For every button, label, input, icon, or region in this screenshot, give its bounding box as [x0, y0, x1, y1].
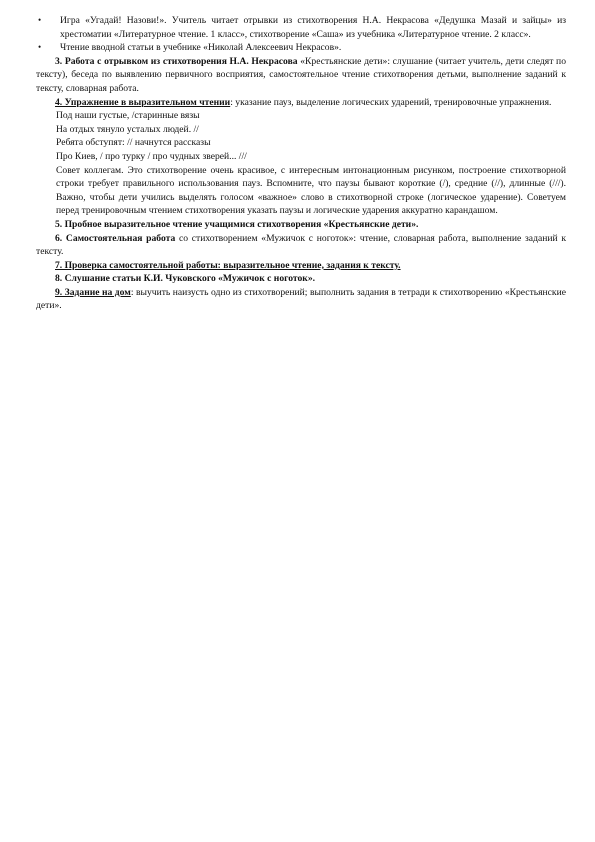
- section-9-heading: 9. Задание на дом: [55, 286, 131, 298]
- bullet-item-game: [36, 14, 566, 41]
- section-4-heading: 4. Упражнение в выразительном чтении: [55, 96, 231, 108]
- section-5-heading: 5. Пробное выразительное чтение учащимися стихотворения «Крестьянские дети».: [55, 218, 419, 230]
- section-7: [36, 259, 566, 273]
- section-3-text: «Крестьянские дети»: слушание (читает учитель, дети следят по тексту), беседа по выявлению первичного восприятия, самостоятельное чтение стихотворения детьми, выполнение заданий к тексту, словарная работа.: [36, 55, 566, 94]
- section-6-heading: 6. Самостоятельная работа: [55, 232, 176, 244]
- poem-line: Ребята обступят: // начнутся рассказы: [56, 137, 211, 149]
- poem-line: На отдых тянуло усталых людей. //: [56, 123, 199, 135]
- section-3: [36, 55, 566, 96]
- poem-excerpt: [36, 109, 566, 163]
- bullet-icon: •: [38, 42, 42, 53]
- section-5: [36, 218, 566, 232]
- section-8: [36, 272, 566, 286]
- document-body: [36, 14, 566, 313]
- bullet-text: Игра «Угадай! Назови!». Учитель читает отрывки из стихотворения Н.А. Некрасова «Дедушка Мазай и зайцы» из хрестоматии «Литературное чтение. 1 класс», стихотворение «Саша» из учебника «Литературное чтение. 2 класс».: [60, 15, 566, 40]
- section-6-text: со стихотворением «Мужичок с ноготок»: чтение, словарная работа, выполнение заданий к тексту.: [36, 232, 566, 258]
- section-8-heading: 8. Слушание статьи К.И. Чуковского «Мужичок с ноготок».: [55, 273, 316, 285]
- section-3-heading: 3. Работа с отрывком из стихотворения Н.А. Некрасова: [55, 55, 298, 67]
- poem-line: Про Киев, / про турку / про чудных зверей... ///: [56, 150, 247, 162]
- section-6: [36, 232, 566, 259]
- bullet-icon: •: [38, 15, 42, 25]
- poem-line: Под наши густые, /старинные вязы: [56, 110, 200, 122]
- bullet-text: Чтение вводной статьи в учебнике «Николай Алексеевич Некрасов».: [60, 42, 342, 54]
- section-4-text: : указание пауз, выделение логических ударений, тренировочные упражнения.: [230, 96, 552, 108]
- advice-paragraph: Совет коллегам. Это стихотворение очень красивое, с интересным интонационным рисунком, построение стихотворной строки требует правильного использования пауз. Вспомните, что паузы бывают короткие (/), средние (//), длинные (///). Важно, чтобы дети учились выделять голосом «важное» слово в стихотворной строке (логическое ударение). Советуем перед тренировочным чтением стихотворения указать паузы и логические ударения аккуратно карандашом.: [56, 164, 566, 217]
- section-9: [36, 286, 566, 313]
- section-4: [36, 96, 566, 110]
- section-9-text: : выучить наизусть одно из стихотворений; выполнить задания в тетради к стихотворению «Крестьянские дети».: [36, 286, 566, 312]
- bullet-item-reading: [36, 41, 566, 55]
- section-7-heading: 7. Проверка самостоятельной работы: выразительное чтение, задания к тексту.: [55, 259, 401, 271]
